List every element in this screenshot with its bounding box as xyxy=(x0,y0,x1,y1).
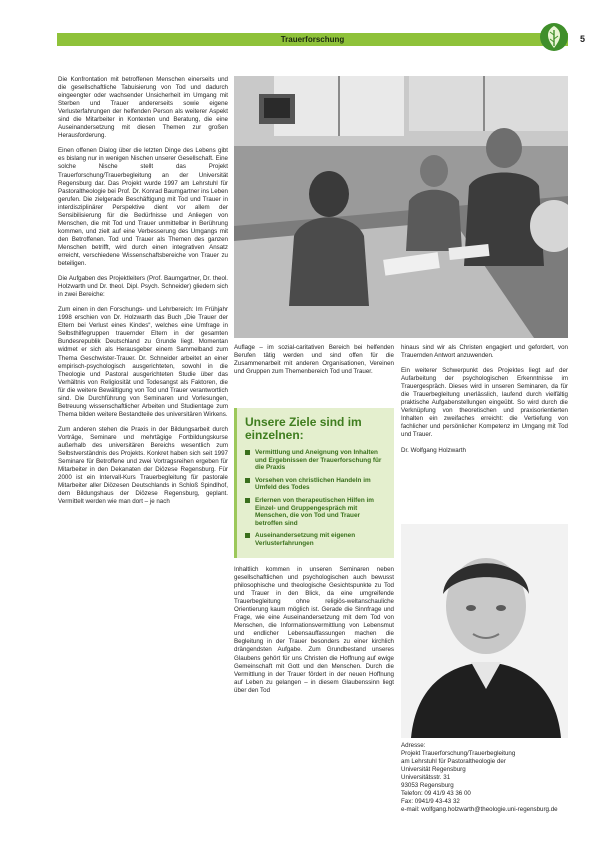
paragraph: hinaus sind wir als Christen engagiert und gefordert, von Trauernden Antwort anzuwenden. xyxy=(401,344,568,360)
header-bar xyxy=(57,33,568,46)
paragraph: Ein weiterer Schwerpunkt des Projektes liegt auf der Aufarbeitung der psychologischen Erkenntnisse im Trauergespräch. Dieses wird in unseren Seminaren, da für die Trauerbegleitung unerlässlich, laufend durch vielfältig praktische Aufgabenstellungen eingeübt. So wird durch die Verknüpfung von theoretischen und praxisorientierten Inhalten ein zweifaches erreicht: die Vertiefung von fachlicher und persönlicher Kompetenz im Umgang mit Tod und Trauer. xyxy=(401,367,568,439)
author-portrait-photo xyxy=(401,524,568,738)
square-bullet-icon xyxy=(245,498,250,503)
author-name: Dr. Wolfgang Holzwarth xyxy=(401,446,466,454)
address-line: Universitätsstr. 31 xyxy=(401,774,451,781)
list-item: Auseinandersetzung mit eigenen Verlusterfahrungen xyxy=(245,532,388,547)
list-item: Erlernen von therapeutischen Hilfen im Einzel- und Gruppengespräch mit Menschen, die von Tod und Trauer betroffen sind xyxy=(245,497,388,527)
square-bullet-icon xyxy=(245,533,250,538)
square-bullet-icon xyxy=(245,478,250,483)
goals-title: Unsere Ziele sind im einzelnen: xyxy=(245,415,362,442)
paragraph: Die Aufgaben des Projektleiters (Prof. Baumgartner, Dr. theol. Holzwarth und Dr. theol. Dipl. Psych. Schneider) gliedern sich in zwei Bereiche: xyxy=(58,275,228,299)
list-item: Vermittlung und Aneignung von Inhalten und Ergebnissen der Trauerforschung für die Praxis xyxy=(245,449,388,472)
address-line: Adresse: xyxy=(401,742,426,749)
contact-address xyxy=(401,742,568,814)
goals-list xyxy=(237,449,394,548)
paragraph: Inhaltlich kommen in unseren Seminaren neben gesellschaftlichen und psychologischen auch bewusst philosophische und theologische Gesichtspunkte zu Tod und Trauer in den Blick, da eine umgreifende Trauerbegleitung ohne religiös-weltanschauliche Orientierung kaum möglich ist. Gerade die Sinnfrage und Frage, wie eine Auseinandersetzung mit dem Tod von Menschen, die Informationsvermittlung von Lebensmut und endlicher Lebensauffassungen machen die Begleitung in der Trauer besonders zu einer kirchlich drängendsten Aufgabe. Zum Grundbestand unseres Glaubens gehört für uns Christen die Hoffnung auf ewige Gemeinschaft mit Gott und den Menschen. Durch die Vermittlung in der Trauer fördert in der neuen Hoffnung auf Leben zu gelangen – in diesem Glaubenssinn liegt über den Tod xyxy=(234,566,394,694)
address-line: 93053 Regensburg xyxy=(401,782,454,789)
fax-number: Fax: 0941/9 43-43 32 xyxy=(401,798,460,805)
text-column-middle-top xyxy=(234,344,394,406)
paragraph: Zum einen in den Forschungs- und Lehrbereich: Im Frühjahr 1998 erschien von Dr. Holzwarth das Buch „Die Trauer der Eltern bei Verlust eines Kindes“, welches eine Umfrage in Selbsthilfegruppen trauernder Eltern in der gesamten Bundesrepublik Deutschland zu Grunde liegt. Momentan widmet er sich als Herausgeber einem Sammelband zum Thema Geschwister-Trauer. Dr. Schneider arbeitet an einer empirisch-psychologisch ausgerichteten, sowohl in die Theologie und Pastoral ausgerichteten Studie über das Verhältnis von Religiosität und Todesangst als Faktoren, die für die weitere Bewältigung von Tod und Trauer verantwortlich sind. Die Durchführung von Seminaren und Vorlesungen, Betreuung wissenschaftlicher Arbeiten und Studientage zum Thema bilden weitere Bestandteile des universitären Wirkens. xyxy=(58,306,228,418)
seminar-photo xyxy=(234,76,568,338)
address-line: Projekt Trauerforschung/Trauerbegleitung xyxy=(401,750,516,757)
text-column-middle-bottom xyxy=(234,566,394,836)
paragraph: Einen offenen Dialog über die letzten Dinge des Lebens gibt es bislang nur in wenigen Nischen unserer Gesellschaft. Eine solche Nische stellt das Projekt Trauerforschung/Trauerbegleitung an der Universität Regensburg dar. Das Projekt wurde 1997 am Lehrstuhl für Pastoraltheologie bei Prof. Dr. Konrad Baumgartner ins Leben gerufen. Die zielgerade Beschäftigung mit Tod und Trauer in interdisziplinärer Perspektive dient vor allem der Sensibilisierung für die Bedürfnisse und Anliegen von Menschen, die mit Tod und Trauer unmittelbar in Berührung kommen, und zielt auf eine Verbesserung des Umgangs mit den Betroffenen. Tod und Trauer als Themen des ganzen Menschen betrifft, wird durch einen integrativen Ansatz erreicht, verschiedene Wissenschaftsbereiche von Trauer zu beteiligen. xyxy=(58,147,228,268)
text-column-left xyxy=(58,76,228,831)
address-line: Universität Regensburg xyxy=(401,766,466,773)
address-line: am Lehrstuhl für Pastoraltheologie der xyxy=(401,758,506,765)
paragraph: Die Konfrontation mit betroffenen Menschen einerseits und die gesellschaftliche Tabuisierung von Tod und dadurch eingeengter oder wachsender Unsicherheit im Umgang mit Sterben und Trauer andererseits sowie eigene Verlusterfahrungen der helfenden Person als weiterer Aspekt sind die Mitarbeiter in Kontexten und Beratung, die eine Auseinandersetzung mit diesen Themen zur großen Herausforderung. xyxy=(58,76,228,140)
paragraph: Zum anderen stehen die Praxis in der Bildungsarbeit durch Vorträge, Seminare und mehrtägige Fortbildungskurse außerhalb des universitären Bereichs wesentlich zum Selbstverständnis des Projekts. Konkret haben sich seit 1997 Seminare für Betroffene und zwei Vortragsreihen ergeben für Mitarbeiter in den Dekanaten der Diözese Regensburg. Für 2000 ist ein Intervall-Kurs Trauerbegleitung für pastorale Mitarbeiter aller Diözesen Deutschlands in Schloß Spindlhof, dem Bildungshaus der Diözese Regensburg, geplant. Vermittelt werden wie man dort – je nach xyxy=(58,425,228,506)
goals-box xyxy=(234,408,394,558)
page-number: 5 xyxy=(580,34,586,44)
square-bullet-icon xyxy=(245,450,250,455)
email-link[interactable]: e-mail: wolfgang.holzwarth@theologie.uni-regensburg.de xyxy=(401,806,558,813)
text-column-right xyxy=(401,344,568,516)
paragraph: Auflage – im sozial-caritativen Bereich bei helfenden Berufen tätig werden und sind offen für die Zusammenarbeit mit anderen Organisationen, Vereinen und Gruppen zum Themenbereich Tod und Trauer. xyxy=(234,344,394,376)
leaf-logo-icon xyxy=(539,22,569,52)
phone-number: Telefon: 09 41/9 43 36 00 xyxy=(401,790,471,797)
list-item: Vorsehen von christlichen Handeln im Umfeld des Todes xyxy=(245,477,388,492)
section-title: Trauerforschung xyxy=(280,35,345,44)
